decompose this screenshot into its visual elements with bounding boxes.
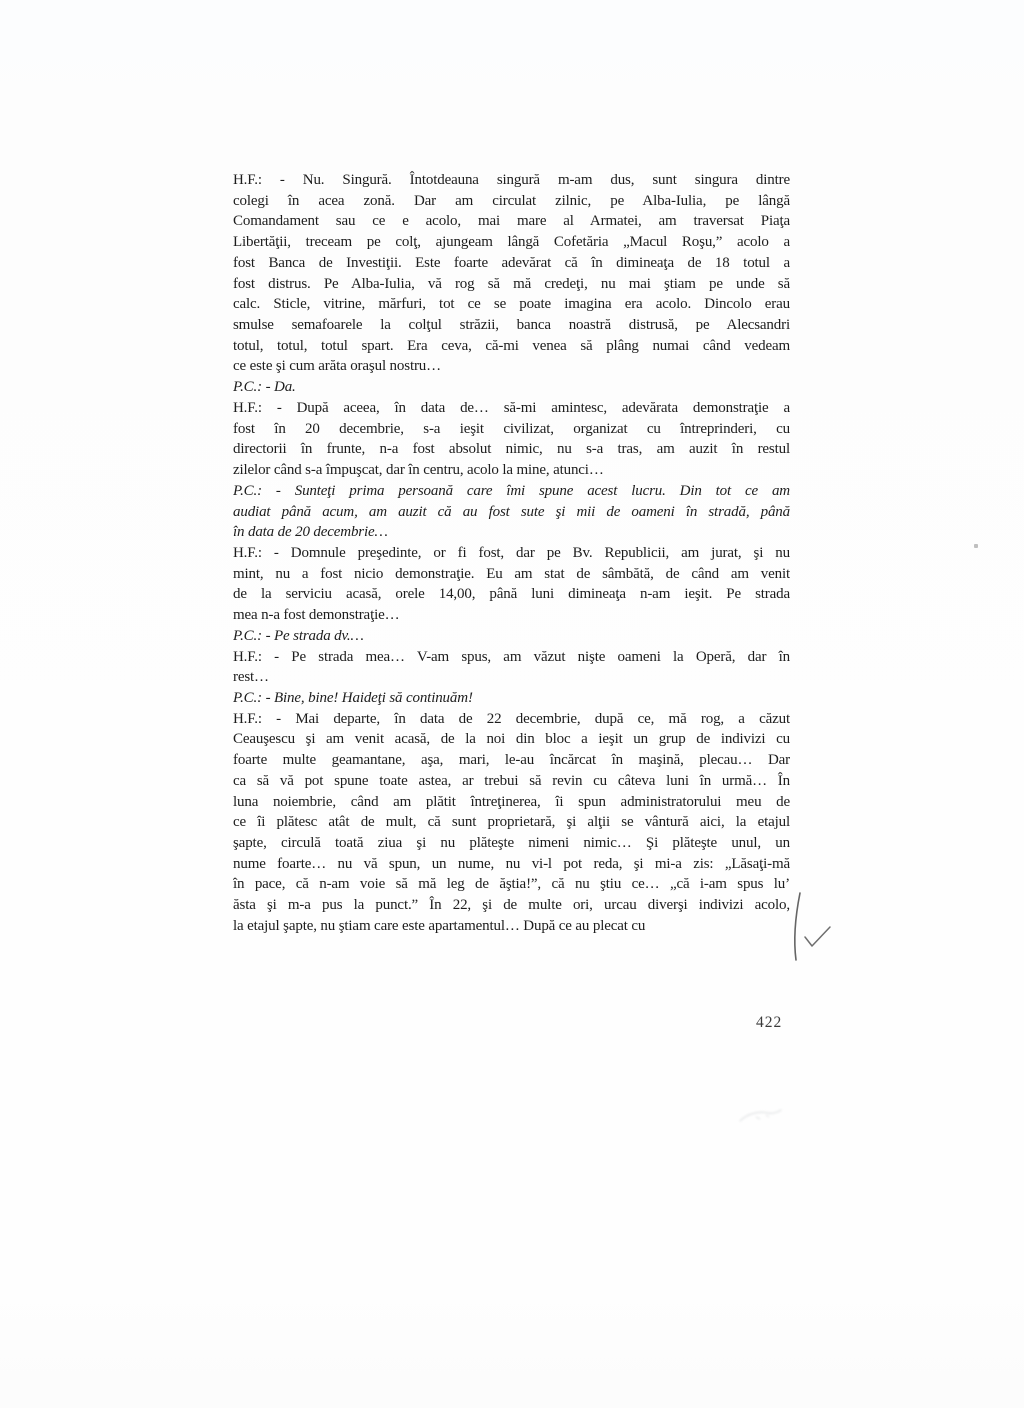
text-line: rest…: [233, 669, 269, 686]
text-line: Ceauşescu şi am venit acasă, de la noi din bloc a ieşit un grup de indivizi cu: [233, 731, 790, 748]
text-line: de la serviciu acasă, orele 14,00, până luni dimineaţa n-am ieşit. Pe strada: [233, 586, 790, 603]
text-line: P.C.: - Pe strada dv.…: [233, 627, 364, 644]
text-line: P.C.: - Da.: [233, 379, 296, 396]
text-line: H.F.: - După aceea, în data de… să-mi amintesc, adevărata demonstraţie a: [233, 399, 790, 416]
text-line: audiat până acum, am auzit că au fost sute şi mii de oameni în stradă, până: [233, 503, 790, 520]
text-line: Libertăţii, treceam pe colţ, ajungeam lângă Cofetăria „Macul Roşu,” acolo a: [233, 234, 790, 251]
text-line: în data de 20 decembrie…: [233, 524, 388, 541]
text-line: fost în 20 decembrie, s-a ieşit civilizat, organizat cu întreprinderi, cu: [233, 420, 790, 437]
text-line: ce îi plătesc atât de mult, că sunt proprietară, şi alţii se vântură aici, la etajul: [233, 814, 790, 831]
text-line: P.C.: - Sunteţi prima persoană care îmi spune acest lucru. Din tot ce am: [233, 482, 790, 499]
text-line: colegi în acea zonă. Dar am circulat zilnic, pe Alba-Iulia, pe lângă: [233, 192, 790, 209]
handwritten-check-mark: [785, 885, 845, 975]
text-line: directorii în frunte, n-a fost absolut nimic, nu s-a tras, am auzit în restul: [233, 441, 790, 458]
text-line: foarte multe geamantane, aşa, mari, le-au încărcat în maşină, plecau… Dar: [233, 752, 790, 769]
text-line: H.F.: - Domnule preşedinte, or fi fost, dar pe Bv. Republicii, am jurat, şi nu: [233, 544, 790, 561]
text-line: mint, nu a fost nicio demonstraţie. Eu am stat de sâmbătă, de când am venit: [233, 565, 790, 582]
text-line: şapte, circulă toată ziua şi nu plăteşte nimeni nimic… Şi plăteşte unul, un: [233, 835, 790, 851]
ink-speck: [974, 544, 978, 548]
text-line: H.F.: - Pe strada mea… V-am spus, am văzut nişte oameni la Operă, dar în: [233, 648, 790, 665]
text-line: luna noiembrie, când am plătit întreţinerea, îi spun administratorului meu de: [233, 793, 790, 810]
text-line: H.F.: - Mai departe, în data de 22 decembrie, după ce, mă rog, a căzut: [233, 710, 790, 727]
text-line: H.F.: - Nu. Singură. Întotdeauna singură m-am dus, sunt singura dintre: [233, 172, 790, 188]
text-line: la etajul şapte, nu ştiam care este apartamentul… După ce au plecat cu: [233, 917, 646, 934]
text-line: P.C.: - Bine, bine! Haideţi să continuăm!: [233, 689, 473, 706]
text-line: calc. Sticle, vitrine, mărfuri, tot ce se poate imagina era acolo. Dincolo erau: [233, 296, 790, 313]
text-line: nume foarte… nu vă spun, un nume, nu vi-l pot reda, şi mi-a zis: „Lăsaţi-mă: [233, 855, 790, 872]
text-line: în pace, că n-am voie să mă leg de ăştia!”, că nu ştiu ce… „că i-am spus lu’: [233, 876, 790, 893]
page-number: 422: [756, 1014, 783, 1031]
text-line: ăsta şi m-a pus la punct.” În 22, şi de multe ori, urcau diverşi indivizi acolo,: [233, 897, 790, 914]
text-line: smulse semafoarele la colţul străzii, banca noastră distrusă, pe Alecsandri: [233, 317, 790, 334]
text-line: fost Banca de Investiţii. Este foarte adevărat că în dimineaţa de 18 totul a: [233, 254, 790, 271]
faint-smudge: [738, 1103, 783, 1128]
text-line: totul, totul, totul spart. Era ceva, că-mi venea să plâng numai când vedeam: [233, 337, 790, 354]
text-line: ca să vă pot spune toate astea, ar trebui să revin cu câteva luni în urmă… În: [233, 772, 790, 789]
text-line: Comandament sau ce e acolo, mai mare al Armatei, am traversat Piaţa: [233, 213, 790, 230]
text-line: fost distrus. Pe Alba-Iulia, vă rog să mă credeţi, nu mai ştiam pe unde să: [233, 275, 790, 292]
text-line: mea n-a fost demonstraţie…: [233, 607, 400, 624]
text-line: zilelor când s-a împuşcat, dar în centru, acolo la mine, atunci…: [233, 462, 604, 479]
text-block: [233, 170, 790, 937]
text-line: ce este şi cum arăta oraşul nostru…: [233, 358, 442, 375]
